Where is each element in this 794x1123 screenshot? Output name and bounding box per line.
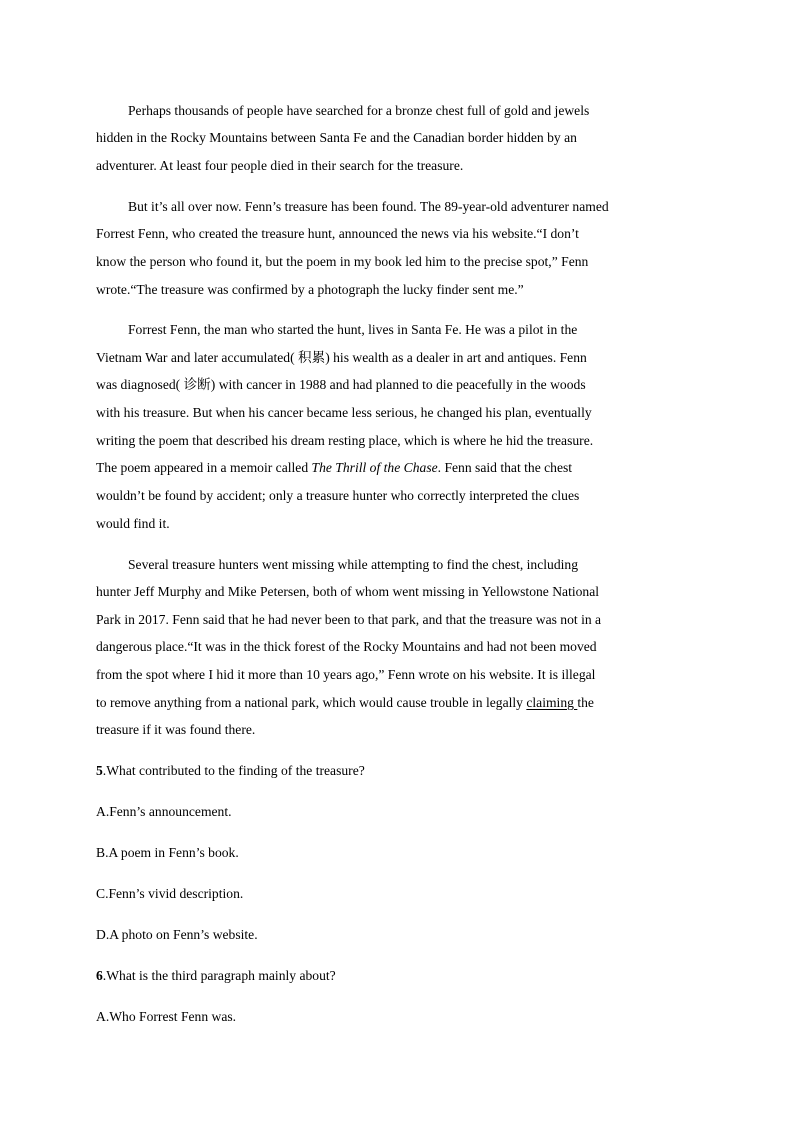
text-run: The poem appeared in a memoir called xyxy=(96,460,312,475)
question-5-stem xyxy=(96,757,365,785)
paragraph-1-line-3: adventurer. At least four people died in their search for the treasure. xyxy=(96,158,464,173)
question-text: .What contributed to the finding of the treasure? xyxy=(102,763,365,778)
paragraph-3-line-8: would find it. xyxy=(96,516,170,531)
paragraph-4-line-2: hunter Jeff Murphy and Mike Petersen, both of whom went missing in Yellowstone National xyxy=(96,584,600,599)
paragraph-3-line-2: Vietnam War and later accumulated( 积累) his wealth as a dealer in art and antiques. Fenn xyxy=(96,350,587,365)
question-text: .What is the third paragraph mainly about? xyxy=(102,968,336,983)
question-number: 6 xyxy=(96,968,103,983)
paragraph-1-line-2: hidden in the Rocky Mountains between Santa Fe and the Canadian border hidden by an xyxy=(96,130,577,145)
paragraph-2-line-4: wrote.“The treasure was confirmed by a photograph the lucky finder sent me.” xyxy=(96,282,524,297)
book-title: The Thrill of the Chase xyxy=(311,460,438,475)
paragraph-3-line-7: wouldn’t be found by accident; only a treasure hunter who correctly interpreted the clues xyxy=(96,488,580,503)
question-6-option-a: A.Who Forrest Fenn was. xyxy=(96,1009,237,1024)
paragraph-3-line-6 xyxy=(96,454,572,482)
paragraph-4-line-1: Several treasure hunters went missing while attempting to find the chest, including xyxy=(128,557,579,572)
question-5-option-b: B.A poem in Fenn’s book. xyxy=(96,845,239,860)
paragraph-2-line-3: know the person who found it, but the poem in my book led him to the precise spot,” Fenn xyxy=(96,254,589,269)
text-run: . Fenn said that the chest xyxy=(437,460,573,475)
paragraph-4-line-7: treasure if it was found there. xyxy=(96,722,256,737)
underlined-word: claiming xyxy=(526,695,578,710)
paragraph-4-line-3: Park in 2017. Fenn said that he had never been to that park, and that the treasure was not in a xyxy=(96,612,602,627)
question-6-stem xyxy=(96,962,336,990)
paragraph-4-line-4: dangerous place.“It was in the thick forest of the Rocky Mountains and had not been moved xyxy=(96,639,597,654)
paragraph-1-line-1: Perhaps thousands of people have searched for a bronze chest full of gold and jewels xyxy=(128,103,590,118)
paragraph-4-line-6 xyxy=(96,689,594,717)
paragraph-3-line-3: was diagnosed( 诊断) with cancer in 1988 and had planned to die peacefully in the woods xyxy=(96,377,586,392)
question-5-option-a: A.Fenn’s announcement. xyxy=(96,804,232,819)
question-5-option-d: D.A photo on Fenn’s website. xyxy=(96,927,258,942)
question-5-option-c: C.Fenn’s vivid description. xyxy=(96,886,244,901)
text-run: to remove anything from a national park, which would cause trouble in legally xyxy=(96,695,527,710)
question-number: 5 xyxy=(96,763,103,778)
paragraph-3-line-5: writing the poem that described his dream resting place, which is where he hid the treasure. xyxy=(96,433,594,448)
paragraph-4-line-5: from the spot where I hid it more than 10 years ago,” Fenn wrote on his website. It is illegal xyxy=(96,667,596,682)
paragraph-3-line-1: Forrest Fenn, the man who started the hunt, lives in Santa Fe. He was a pilot in the xyxy=(128,322,578,337)
paragraph-3-line-4: with his treasure. But when his cancer became less serious, he changed his plan, eventually xyxy=(96,405,592,420)
paragraph-2-line-2: Forrest Fenn, who created the treasure hunt, announced the news via his website.“I don’t xyxy=(96,226,579,241)
text-run: the xyxy=(577,695,594,710)
paragraph-2-line-1: But it’s all over now. Fenn’s treasure has been found. The 89-year-old adventurer named xyxy=(128,199,609,214)
